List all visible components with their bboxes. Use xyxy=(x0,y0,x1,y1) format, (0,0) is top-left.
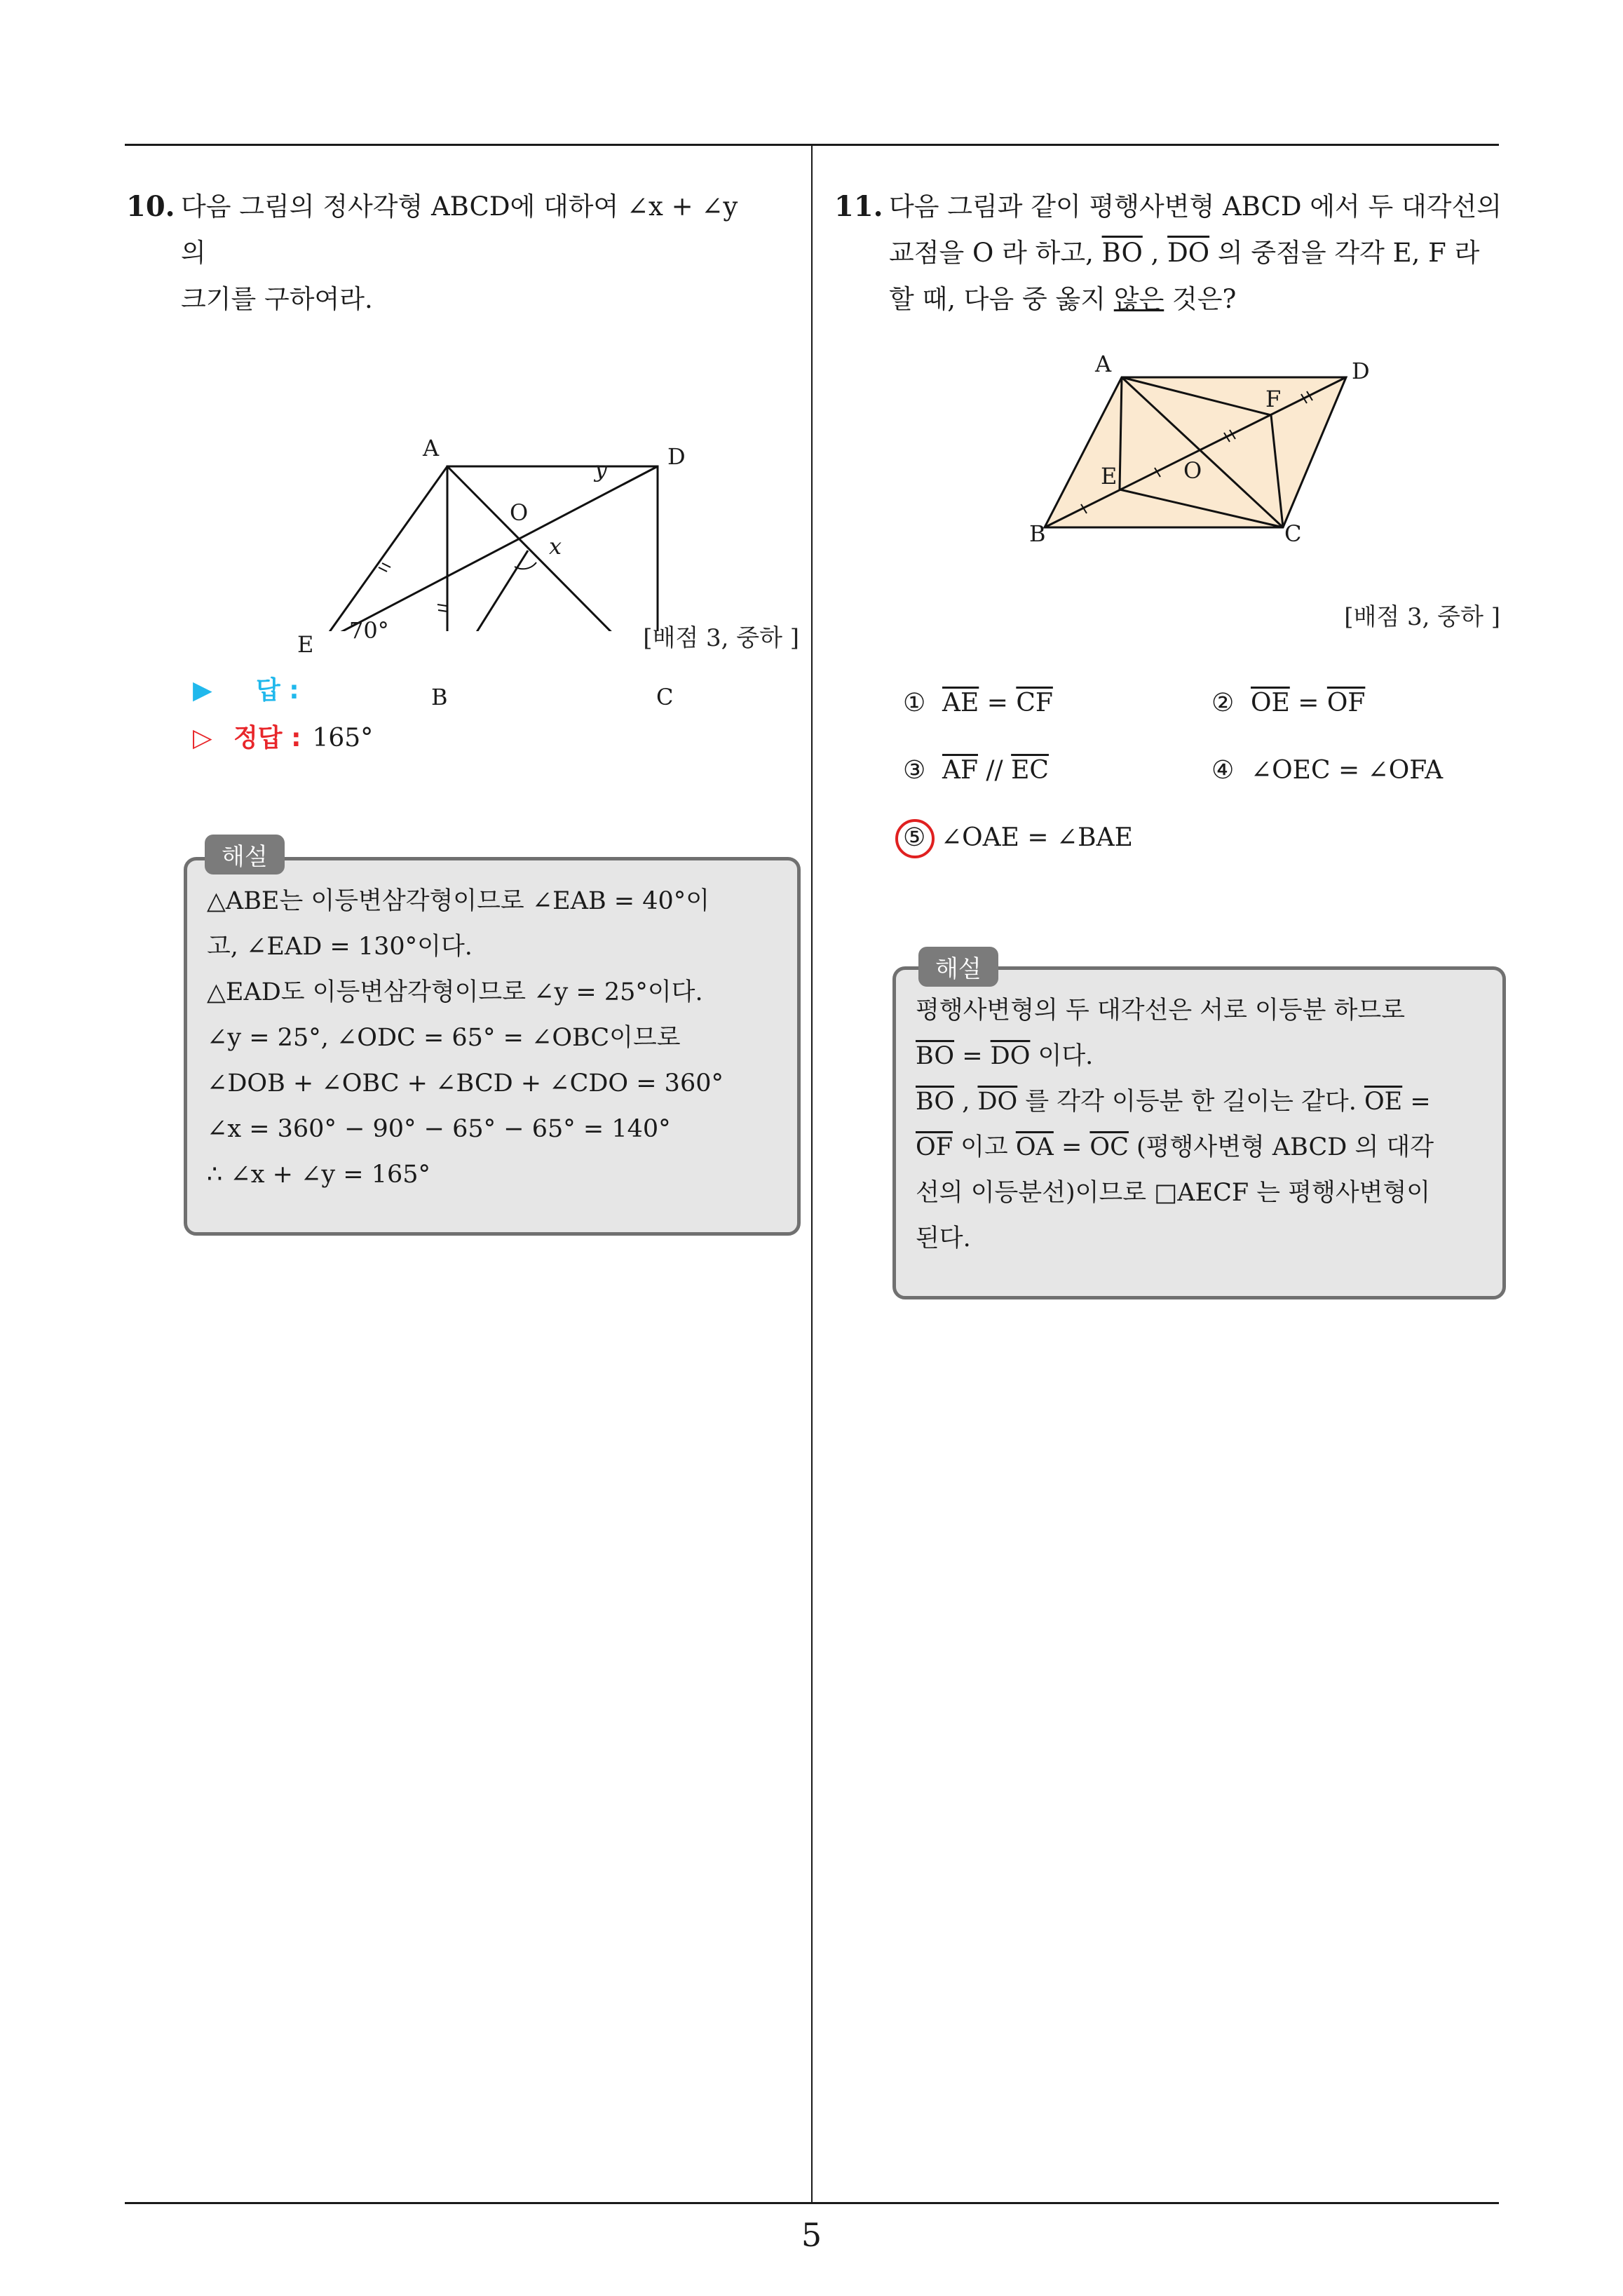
solution-line xyxy=(916,1125,1483,1170)
question-line-2-part: 교점을 O 라 하고, xyxy=(889,238,1102,268)
solution-text: = xyxy=(1053,1133,1090,1161)
solution-line: ∠x = 360° − 90° − 65° − 65° = 140° xyxy=(207,1115,671,1143)
q11-solution-box xyxy=(892,966,1506,1299)
choice-text: ∠OEC = ∠OFA xyxy=(1251,756,1444,785)
segment-OE: $\overline{OE}$ xyxy=(1364,1088,1403,1116)
label-C: C xyxy=(1284,520,1302,547)
solution-line: ∠DOB + ∠OBC + ∠BCD + ∠CDO = 360° xyxy=(207,1069,724,1098)
choice-left: $\overline{AE}$ xyxy=(942,689,979,717)
segment-OF: $\overline{OF}$ xyxy=(916,1133,953,1161)
solution-text: 이고 xyxy=(952,1133,1016,1161)
question-number: 11. xyxy=(834,190,883,223)
choice-mark: ③ xyxy=(903,756,926,785)
label-y: y xyxy=(595,456,608,482)
solution-line xyxy=(916,1034,1483,1079)
question-line-3-part: 할 때, 다음 중 옳지 xyxy=(889,284,1114,314)
label-B: B xyxy=(1029,520,1046,547)
solution-line xyxy=(916,1079,1483,1125)
q10-answer-line xyxy=(193,666,299,715)
choice-mark: ① xyxy=(903,689,926,717)
choice-op: // xyxy=(977,756,1012,785)
label-A: A xyxy=(1095,351,1112,377)
q11-solution-tab: 해설 xyxy=(918,947,998,987)
column-divider xyxy=(811,145,813,2203)
underlined-word: 않은 xyxy=(1113,284,1164,314)
solution-line: △EAD도 이등변삼각형이므로 ∠y = 25°이다. xyxy=(207,978,703,1006)
solution-line: △ABE는 이등변삼각형이므로 ∠EAB = 40°이 xyxy=(207,887,710,915)
solution-line: 고, ∠EAD = 130°이다. xyxy=(207,933,473,961)
choice-2[interactable] xyxy=(1211,689,1365,717)
question-11-header xyxy=(834,184,1514,323)
choice-5[interactable] xyxy=(903,823,1133,852)
choice-mark: ④ xyxy=(1211,756,1235,785)
q10-solution-tab: 해설 xyxy=(205,835,285,874)
choice-right: $\overline{CF}$ xyxy=(1016,689,1053,717)
segment-BO: $\overline{BO}$ xyxy=(916,1088,955,1116)
segment-BO: $\overline{BO}$ xyxy=(1101,238,1143,268)
bottom-rule xyxy=(125,2202,1499,2204)
choice-3[interactable] xyxy=(903,756,1049,785)
solution-line: 된다. xyxy=(916,1224,971,1252)
page-number: 5 xyxy=(801,2216,822,2254)
solution-text: = xyxy=(1402,1088,1431,1116)
parallelogram-figure xyxy=(1003,344,1395,561)
play-icon: ▶ xyxy=(193,676,212,705)
q10-meta: [배점 3, 중하 ] xyxy=(643,624,799,652)
label-C: C xyxy=(656,684,674,710)
choice-op: = xyxy=(1289,689,1327,717)
label-E: E xyxy=(1101,463,1118,489)
segment-DO: $\overline{DO}$ xyxy=(1167,238,1210,268)
solution-line: 선의 이등분선)이므로 □AECF 는 평행사변형이 xyxy=(916,1179,1431,1207)
q10-solution-box xyxy=(184,857,801,1236)
choice-op: = xyxy=(979,689,1017,717)
solution-body xyxy=(187,860,797,1205)
correct-label: 정답 : xyxy=(233,724,301,752)
solution-text: (평행사변형 ABCD 의 대각 xyxy=(1128,1133,1434,1161)
segment-BO: $\overline{BO}$ xyxy=(916,1042,955,1070)
correct-value: 165° xyxy=(312,724,374,752)
q11-meta: [배점 3, 중하 ] xyxy=(1344,603,1500,631)
label-F: F xyxy=(1265,386,1282,412)
choice-right: $\overline{EC}$ xyxy=(1011,756,1049,785)
question-text xyxy=(889,184,1514,323)
answer-circle-icon xyxy=(895,819,935,858)
answer-label: 답 : xyxy=(256,676,299,705)
question-line-3-part: 것은? xyxy=(1164,284,1237,314)
segment-OA: $\overline{OA}$ xyxy=(1015,1133,1054,1161)
label-x: x xyxy=(549,533,562,560)
segment-DO: $\overline{DO}$ xyxy=(990,1042,1031,1070)
choice-right: $\overline{OF}$ xyxy=(1326,689,1366,717)
segment-OC: $\overline{OC}$ xyxy=(1089,1133,1129,1161)
choice-mark: ② xyxy=(1211,689,1235,717)
choice-4[interactable] xyxy=(1211,756,1443,785)
question-10-header xyxy=(126,184,743,323)
label-B: B xyxy=(431,684,448,710)
segment-DO: $\overline{DO}$ xyxy=(977,1088,1018,1116)
question-line-2: 크기를 구하여라. xyxy=(181,284,373,314)
question-text xyxy=(181,184,743,323)
q10-correct-line xyxy=(193,714,373,763)
solution-text: 를 각각 이등분 한 길이는 같다. xyxy=(1017,1088,1364,1116)
solution-line: ∠y = 25°, ∠ODC = 65° = ∠OBC이므로 xyxy=(207,1024,681,1052)
question-line-1: 다음 그림의 정사각형 ABCD에 대하여 ∠x + ∠y 의 xyxy=(181,191,738,268)
choice-left: $\overline{OE}$ xyxy=(1251,689,1290,717)
label-D: D xyxy=(667,443,686,470)
play-outline-icon: ▷ xyxy=(193,724,212,752)
solution-text: 이다. xyxy=(1030,1042,1094,1070)
choice-mark: ⑤ xyxy=(903,823,926,852)
choice-text: ∠OAE = ∠BAE xyxy=(941,823,1133,852)
solution-line: ∴ ∠x + ∠y = 165° xyxy=(207,1161,431,1189)
question-line-2-part: , xyxy=(1142,238,1168,268)
question-line-2-part: 의 중점을 각각 E, F 라 xyxy=(1209,238,1480,268)
label-angle-70: 70° xyxy=(349,617,389,644)
question-11 xyxy=(834,184,1514,323)
choice-1[interactable] xyxy=(903,689,1053,717)
solution-body xyxy=(896,970,1502,1269)
solution-text: = xyxy=(954,1042,991,1070)
solution-text: , xyxy=(954,1088,978,1116)
choice-left: $\overline{AF}$ xyxy=(942,756,978,785)
label-O: O xyxy=(1183,457,1202,484)
label-O: O xyxy=(510,499,529,526)
label-E: E xyxy=(297,631,314,658)
label-D: D xyxy=(1352,358,1370,384)
solution-line: 평행사변형의 두 대각선은 서로 이등분 하므로 xyxy=(916,997,1406,1025)
question-line-1: 다음 그림과 같이 평행사변형 ABCD 에서 두 대각선의 xyxy=(889,191,1502,222)
label-A: A xyxy=(423,435,440,461)
question-number: 10. xyxy=(126,190,175,223)
